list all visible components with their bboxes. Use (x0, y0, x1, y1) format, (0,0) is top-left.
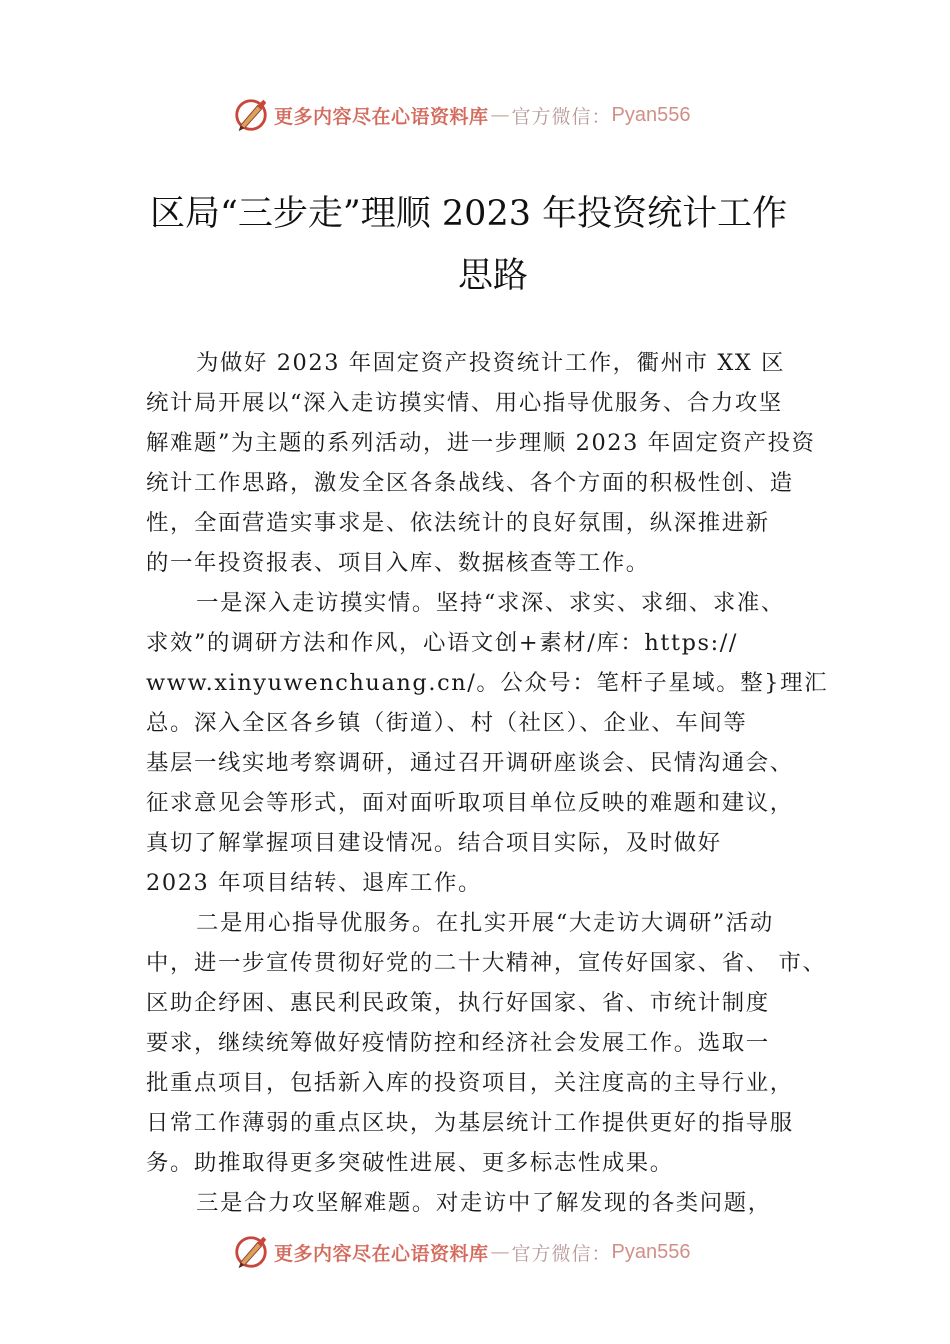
pen-logo-icon (232, 1233, 270, 1271)
body-line: 2023 年项目结转、退库工作。 (146, 870, 482, 896)
body-line: 日常工作薄弱的重点区块，为基层统计工作提供更好的指导服 (146, 1110, 794, 1136)
watermark-wechat-id: Pyan556 (611, 103, 691, 126)
body-line: 中，进一步宣传贯彻好党的二十大精神，宣传好国家、省、 市、 (146, 950, 827, 976)
body-line: 批重点项目，包括新入库的投资项目，关注度高的主导行业， (146, 1070, 794, 1096)
watermark-wechat-id: Pyan556 (611, 1240, 691, 1263)
body-line: 的一年投资报表、项目入库、数据核查等工作。 (146, 550, 650, 576)
body-line: 务。助推取得更多突破性进展、更多标志性成果。 (146, 1150, 674, 1176)
document-title-line-2: 思路 (458, 256, 529, 296)
body-line: 统计工作思路，激发全区各条战线、各个方面的积极性创、造 (146, 470, 794, 496)
body-line: 为做好 2023 年固定资产投资统计工作，衢州市 XX 区 (196, 350, 786, 376)
document-title-line-1: 区局“三步走”理顺 2023 年投资统计工作 (150, 194, 788, 234)
pen-logo-icon (232, 96, 270, 134)
watermark-dash: — (490, 1241, 510, 1263)
body-line: 总。深入全区各乡镇（街道）、村（社区）、企业、车间等 (146, 710, 748, 736)
body-line: 真切了解掌握项目建设情况。结合项目实际，及时做好 (146, 830, 722, 856)
body-line: www.xinyuwenchuang.cn/。公众号：笔杆子星域。整}理汇 (146, 670, 829, 696)
body-line: 二是用心指导优服务。在扎实开展“大走访大调研”活动 (196, 910, 774, 936)
body-line: 求效”的调研方法和作风，心语文创+素材/库：https:// (146, 630, 739, 656)
watermark-text: 更多内容尽在心语资料库 (274, 1242, 489, 1265)
body-line: 征求意见会等形式，面对面听取项目单位反映的难题和建议， (146, 790, 794, 816)
body-line: 基层一线实地考察调研，通过召开调研座谈会、民情沟通会、 (146, 750, 794, 776)
body-line: 一是深入走访摸实情。坚持“求深、求实、求细、求准、 (196, 590, 785, 616)
watermark-text: 更多内容尽在心语资料库 (274, 105, 489, 128)
watermark-wechat-label: 官方微信： (511, 1242, 612, 1265)
watermark-footer (232, 1232, 732, 1272)
watermark-wechat-label: 官方微信： (511, 105, 612, 128)
body-line: 三是合力攻坚解难题。对走访中了解发现的各类问题， (196, 1190, 772, 1216)
body-line: 解难题”为主题的系列活动，进一步理顺 2023 年固定资产投资 (146, 430, 816, 456)
document-body (146, 343, 836, 1223)
body-line: 统计局开展以“深入走访摸实情、用心指导优服务、合力攻坚 (146, 390, 783, 416)
body-line: 性，全面营造实事求是、依法统计的良好氛围，纵深推进新 (146, 510, 770, 536)
body-line: 区助企纾困、惠民利民政策，执行好国家、省、市统计制度 (146, 990, 770, 1016)
watermark-dash: — (490, 104, 510, 126)
watermark-header (232, 95, 732, 135)
body-line: 要求，继续统筹做好疫情防控和经济社会发展工作。选取一 (146, 1030, 770, 1056)
